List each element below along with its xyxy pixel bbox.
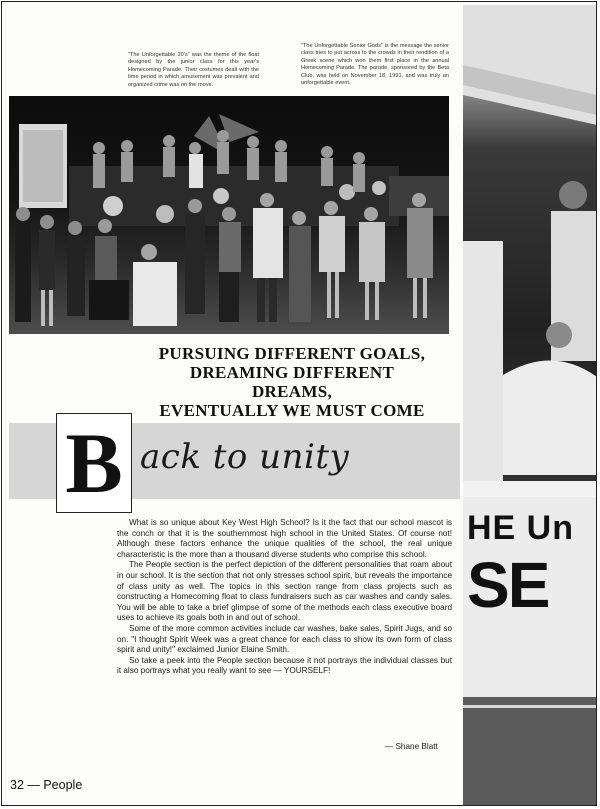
photo-caption-left: "The Unforgettable 20's" was the theme of the float designed by the junior class for this year's Homecoming Parade. Their costumes dealt with the time period in which amusement was prevalent and organized crime was on the move. <box>128 52 259 88</box>
junior-float-photo-art <box>9 96 449 334</box>
body-paragraph: So take a peek into the People section because it not portrays the individual classes but it also portrays what you really want to see — YOURSELF! <box>117 655 452 676</box>
junior-float-photo <box>9 96 449 334</box>
body-copy <box>117 518 452 677</box>
banner-text-line2: SE <box>467 549 549 621</box>
headline-line: PURSUING DIFFERENT GOALS, <box>158 344 426 363</box>
banner-text-line1: HE Un <box>467 509 574 547</box>
section-title: ack to unity <box>140 437 350 477</box>
senior-float-photo <box>463 5 597 805</box>
page-folio: 32 — People <box>10 778 83 792</box>
body-paragraph: Some of the more common activities include car washes, bake sales, Spirit Jugs, and so on. "I thought Spirit Week was a great chance for each class to show its own form of class spirit and unity!" exclaimed Junior Elaine Smith. <box>117 623 452 655</box>
headline-line: EVENTUALLY WE MUST COME <box>159 401 425 420</box>
headline-line: DREAMS, <box>251 382 333 401</box>
author-byline: — Shane Blatt <box>385 742 438 751</box>
body-paragraph: What is so unique about Key West High School? Is it the fact that our school mascot is the conch or that it is the southernmost high school in the United States. Of course not! Although these factors enhance the unique qualities of the school, the real unique characteristic is the more than a thousand diverse students who comprise this school. <box>117 518 452 559</box>
yearbook-page <box>1 1 597 806</box>
drop-cap-box <box>56 413 132 513</box>
headline-line: DREAMING DIFFERENT <box>189 363 395 382</box>
photo-caption-right: "The Unforgettable Senior Gods" is the message the senior class tries to put across to the crowds in their rendition of a Greek scene which won them first place in the annual Homecoming Parade. The parade, sponsored by the Beta Club, was held on November 18, 1991, and was truly an unforgettable event. <box>301 43 449 87</box>
drop-cap-letter: B <box>65 415 123 511</box>
body-paragraph: The People section is the perfect depiction of the different personalities that roam about in our school. It is the section that not only stresses school spirit, but reveals the importance of class unity as well. The topics in this section range from class projects such as constructing a Homecoming float to class fundraisers such as car washes and candy sales. You will be able to take a brief glimpse of some of the methods each class executive board uses to achieve its goals both in and out of school. <box>117 560 452 623</box>
section-headline <box>122 344 462 420</box>
senior-float-banner <box>463 497 597 697</box>
